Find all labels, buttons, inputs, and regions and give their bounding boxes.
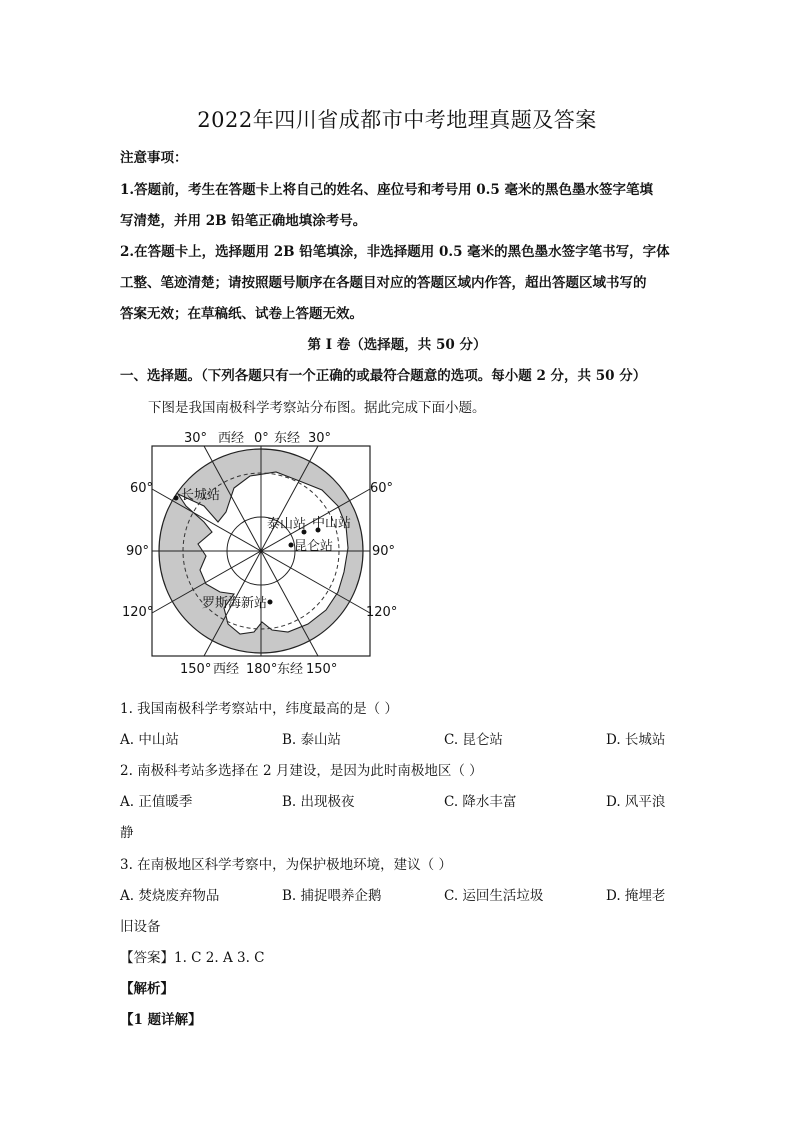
label-zhongshan: 中山站	[312, 516, 352, 531]
station-dot-kunlun	[289, 543, 294, 548]
notice-item2-line2: 工整、笔迹清楚；请按照题号顺序在各题目对应的答题区域内作答，超出答题区域书写的	[120, 275, 647, 291]
q2-option-d-cont: 静	[120, 825, 134, 841]
q3-stem: 3. 在南极地区科学考察中，为保护极地环境，建议（ ）	[120, 857, 452, 873]
notice-item2-line1: 2.在答题卡上，选择题用 2B 铅笔填涂，非选择题用 0.5 毫米的黑色墨水签字笔书写，字体	[120, 244, 670, 260]
question-intro: 下图是我国南极科学考察站分布图。据此完成下面小题。	[148, 400, 486, 416]
q1-option-b: B. 泰山站	[282, 732, 342, 748]
label-bottom-east: 东经	[277, 662, 304, 677]
label-left-60: 60°	[130, 481, 154, 496]
q3-option-d: D. 掩埋老	[606, 888, 666, 904]
answer-line: 【答案】1. C 2. A 3. C	[120, 950, 265, 966]
label-rosssea: 罗斯海新站	[202, 596, 268, 611]
section-title: 第 I 卷（选择题，共 50 分）	[307, 337, 487, 353]
label-bottom-180: 180°	[246, 662, 278, 677]
label-left-120: 120°	[122, 605, 154, 620]
q1-option-d: D. 长城站	[606, 732, 666, 748]
label-top-30w: 30°	[184, 431, 208, 446]
label-bottom-150w: 150°	[180, 662, 212, 677]
label-top-east: 东经	[274, 431, 301, 446]
station-dot-changcheng	[174, 496, 179, 501]
label-top-west: 西经	[218, 431, 245, 446]
label-bottom-west: 西经	[213, 662, 240, 677]
q1-option-c: C. 昆仑站	[444, 732, 503, 748]
analysis-heading: 【解析】	[120, 981, 174, 997]
q3-option-a: A. 焚烧废弃物品	[120, 888, 220, 904]
q2-option-c: C. 降水丰富	[444, 794, 517, 810]
map-svg	[122, 426, 398, 678]
q3-option-b: B. 捕捉喂养企鹅	[282, 888, 382, 904]
label-top-0: 0°	[254, 431, 269, 446]
label-top-30e: 30°	[308, 431, 332, 446]
q2-option-d: D. 风平浪	[606, 794, 666, 810]
q1-detail-heading: 【1 题详解】	[120, 1012, 202, 1028]
meridian-lines	[152, 446, 370, 656]
q1-option-a: A. 中山站	[120, 732, 179, 748]
station-dot-rosssea	[268, 600, 273, 605]
q3-option-c: C. 运回生活垃圾	[444, 888, 544, 904]
q2-stem: 2. 南极科考站多选择在 2 月建设，是因为此时南极地区（ ）	[120, 763, 483, 779]
q2-option-b: B. 出现极夜	[282, 794, 355, 810]
page-title: 2022年四川省成都市中考地理真题及答案	[197, 108, 597, 132]
label-taishan: 泰山站	[267, 517, 307, 532]
antarctica-station-map	[122, 426, 398, 678]
label-bottom-150e: 150°	[306, 662, 338, 677]
label-changcheng: 长城站	[181, 488, 221, 503]
label-kunlun: 昆仑站	[294, 539, 334, 554]
notice-item1-line2: 写清楚，并用 2B 铅笔正确地填涂考号。	[120, 213, 367, 229]
label-right-120: 120°	[366, 605, 398, 620]
part-one-heading: 一、选择题。（下列各题只有一个正确的或最符合题意的选项。每小题 2 分，共 50 分）	[120, 368, 647, 384]
label-left-90: 90°	[126, 544, 150, 559]
label-right-60: 60°	[370, 481, 394, 496]
q2-option-a: A. 正值暖季	[120, 794, 193, 810]
q1-stem: 1. 我国南极科学考察站中，纬度最高的是（ ）	[120, 701, 398, 717]
notice-item1-line1: 1.答题前，考生在答题卡上将自己的姓名、座位号和考号用 0.5 毫米的黑色墨水签字笔填	[120, 182, 653, 198]
notice-heading: 注意事项：	[120, 150, 188, 166]
notice-item2-line3: 答案无效；在草稿纸、试卷上答题无效。	[120, 306, 363, 322]
q3-option-d-cont: 旧设备	[120, 919, 161, 935]
label-right-90: 90°	[372, 544, 396, 559]
